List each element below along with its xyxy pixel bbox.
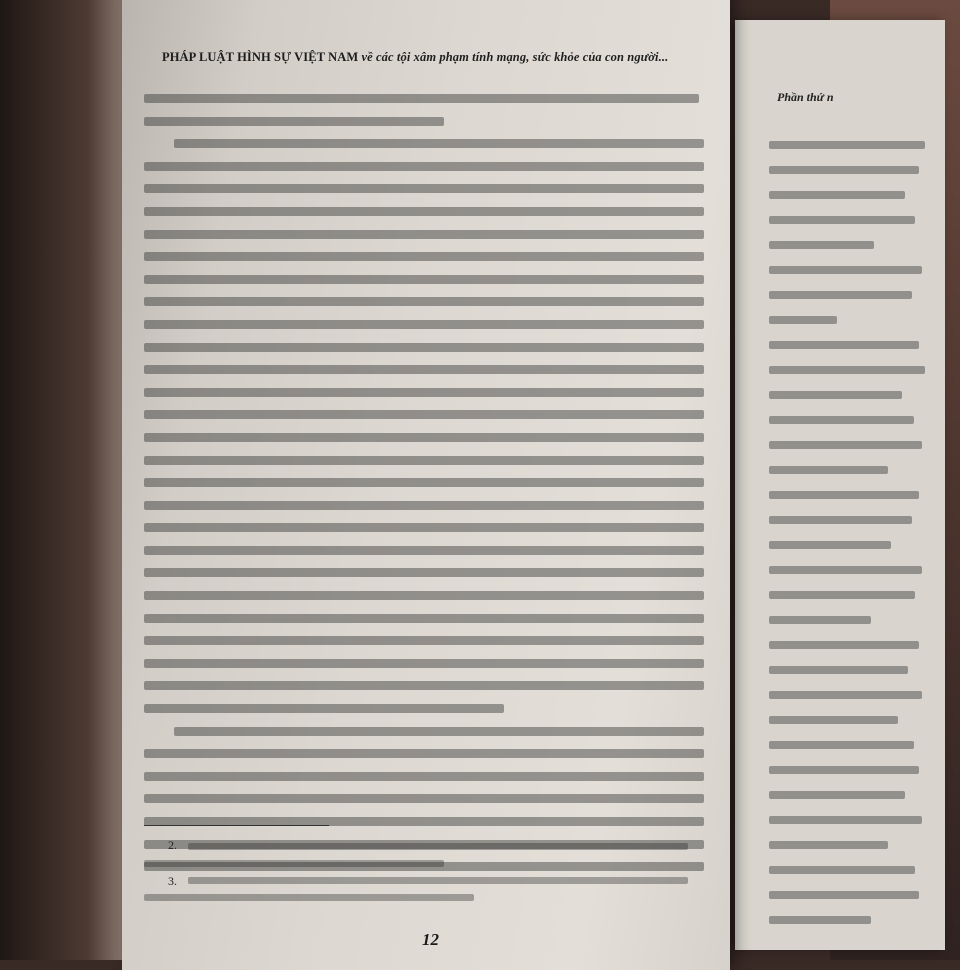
page-number: 12 — [422, 930, 439, 949]
footnotes — [144, 838, 704, 906]
facing-page-text — [769, 132, 939, 932]
footnote-marker-3: 3. — [168, 874, 177, 888]
table-edge-left — [0, 0, 125, 960]
running-header-bold: PHÁP LUẬT HÌNH SỰ VIỆT NAM — [162, 50, 359, 64]
facing-page-header: Phần thứ n — [777, 90, 834, 104]
running-header — [162, 50, 722, 65]
footnote-marker-2: 2. — [168, 838, 177, 852]
page-body-text — [144, 86, 709, 877]
facing-page — [735, 20, 945, 950]
footnote-separator — [144, 825, 329, 826]
book-page — [122, 0, 730, 970]
running-header-italic: về các tội xâm phạm tính mạng, sức khỏe của con người... — [361, 50, 669, 64]
